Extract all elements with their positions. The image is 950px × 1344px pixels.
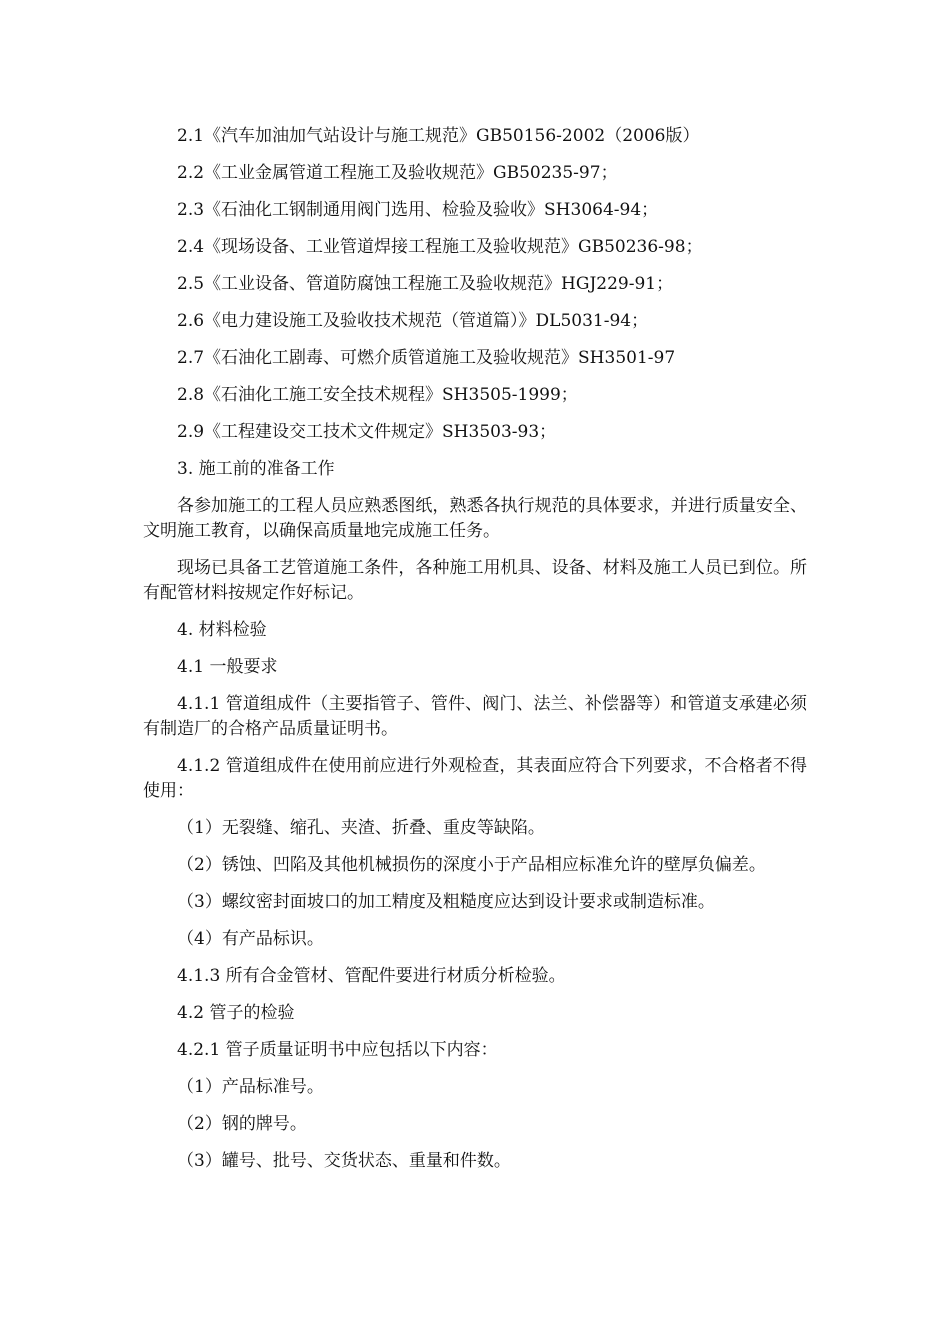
paragraph-4-2-1: 4.2.1 管子质量证明书中应包括以下内容：	[177, 1040, 498, 1060]
paragraph-2-2: 2.2《工业金属管道工程施工及验收规范》GB50235-97；	[177, 163, 618, 183]
subsection-heading-4-1: 4.1 一般要求	[177, 657, 278, 677]
paragraph-2-1: 2.1《汽车加油加气站设计与施工规范》GB50156-2002（2006版）	[177, 126, 700, 146]
list-item-4-2-1-2: （2）钢的牌号。	[177, 1114, 307, 1134]
paragraph-preparation-2: 现场已具备工艺管道施工条件，各种施工用机具、设备、材料及施工人员已到位。所有配管材料按规定作好标记。	[143, 558, 807, 603]
list-item-4-2-1-3: （3）罐号、批号、交货状态、重量和件数。	[177, 1151, 511, 1171]
paragraph-4-1-2: 4.1.2 管道组成件在使用前应进行外观检查，其表面应符合下列要求，不合格者不得使用：	[143, 756, 807, 801]
list-item-4-1-2-4: （4）有产品标识。	[177, 929, 324, 949]
paragraph-preparation-1: 各参加施工的工程人员应熟悉图纸，熟悉各执行规范的具体要求，并进行质量安全、文明施工教育，以确保高质量地完成施工任务。	[143, 496, 807, 541]
section-heading-4: 4. 材料检验	[177, 620, 267, 640]
paragraph-2-8: 2.8《石油化工施工安全技术规程》SH3505-1999；	[177, 385, 578, 405]
document-body	[143, 124, 807, 1186]
paragraph-2-6: 2.6《电力建设施工及验收技术规范（管道篇）》DL5031-94；	[177, 311, 649, 331]
list-item-4-1-2-1: （1）无裂缝、缩孔、夹渣、折叠、重皮等缺陷。	[177, 818, 545, 838]
list-item-4-2-1-1: （1）产品标准号。	[177, 1077, 324, 1097]
list-item-4-1-2-2: （2）锈蚀、凹陷及其他机械损伤的深度小于产品相应标准允许的壁厚负偏差。	[177, 855, 766, 875]
paragraph-2-3: 2.3《石油化工钢制通用阀门选用、检验及验收》SH3064-94；	[177, 200, 659, 220]
list-item-4-1-2-3: （3）螺纹密封面坡口的加工精度及粗糙度应达到设计要求或制造标准。	[177, 892, 715, 912]
paragraph-2-4: 2.4《现场设备、工业管道焊接工程施工及验收规范》GB50236-98；	[177, 237, 703, 257]
paragraph-4-1-1: 4.1.1 管道组成件（主要指管子、管件、阀门、法兰、补偿器等）和管道支承建必须有制造厂的合格产品质量证明书。	[143, 694, 807, 739]
paragraph-4-1-3: 4.1.3 所有合金管材、管配件要进行材质分析检验。	[177, 966, 566, 986]
paragraph-2-5: 2.5《工业设备、管道防腐蚀工程施工及验收规范》HGJ229-91；	[177, 274, 674, 294]
subsection-heading-4-2: 4.2 管子的检验	[177, 1003, 295, 1023]
paragraph-2-7: 2.7《石油化工剧毒、可燃介质管道施工及验收规范》SH3501-97	[177, 348, 676, 368]
section-heading-3: 3. 施工前的准备工作	[177, 459, 335, 479]
paragraph-2-9: 2.9《工程建设交工技术文件规定》SH3503-93；	[177, 422, 557, 442]
